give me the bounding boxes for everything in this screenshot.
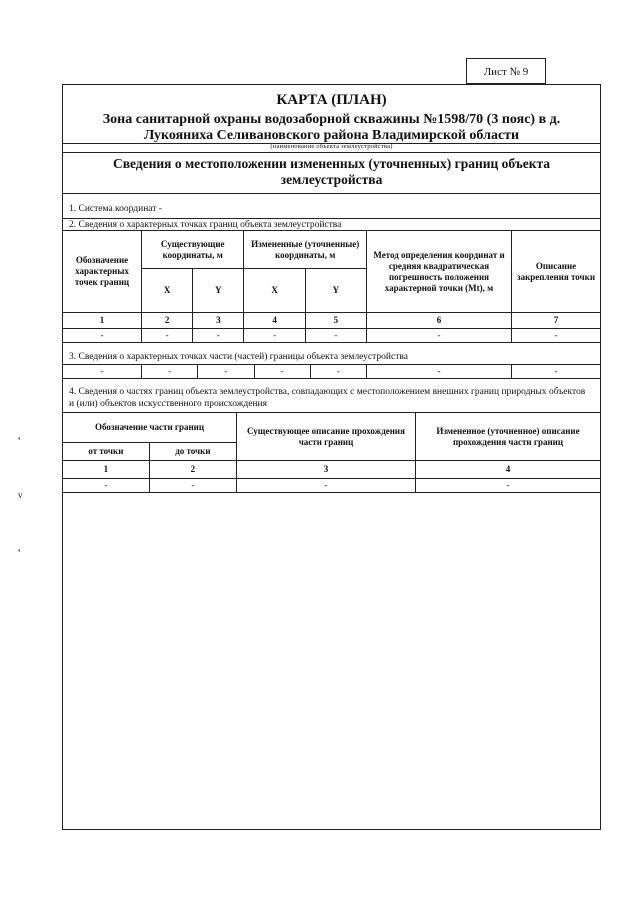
header-existing-description: Существующее описание прохождения части границ: [237, 413, 416, 461]
col-number: 3: [237, 461, 416, 479]
section-4-label: 4. Сведения о частях границ объекта землеустройства, совпадающих с местоположением внешних границ природных объектов и (или) объектов искусственного происхождения: [69, 387, 586, 409]
table-cell: -: [198, 365, 254, 379]
col-number: 6: [367, 313, 512, 329]
table-cell: -: [512, 365, 601, 379]
table-cell: -: [149, 479, 236, 493]
section-subtitle: Сведения о местоположении измененных (уточненных) границ объекта землеустройства: [112, 156, 551, 187]
table-cell: -: [63, 479, 150, 493]
header-parts: Обозначение части границ: [63, 413, 237, 443]
table-cell: -: [512, 329, 601, 343]
col-number: 4: [416, 461, 601, 479]
object-caption: (наименование объекта землеустройства): [270, 143, 393, 150]
header-changed-coords: Измененные (уточненные) координаты, м: [244, 231, 367, 269]
margin-mark: ᵃ: [18, 546, 21, 556]
table-cell: -: [305, 329, 366, 343]
table-cell: -: [310, 365, 366, 379]
table-cell: -: [237, 479, 416, 493]
table-cell: -: [63, 365, 142, 379]
col-number: 1: [63, 313, 142, 329]
object-name-line1: Зона санитарной охраны водозаборной скважины №1598/70 (3 пояс) в д.: [102, 112, 561, 127]
divider: [62, 193, 601, 194]
coordinates-table: [62, 230, 601, 343]
header-changed-description: Измененное (уточненное) описание прохождения части границ: [416, 413, 601, 461]
table-cell: -: [254, 365, 310, 379]
col-number: 3: [193, 313, 244, 329]
divider: [62, 218, 601, 219]
section-2-label: 2. Сведения о характерных точках границ объекта землеустройства: [69, 220, 342, 230]
col-number: 2: [149, 461, 236, 479]
sheet-number-box: Лист № 9: [466, 58, 546, 84]
table-cell: -: [367, 365, 512, 379]
page-title: КАРТА (ПЛАН): [276, 92, 387, 108]
col-number: 7: [512, 313, 601, 329]
object-name-line2: Лукояниха Селивановского района Владимирской области: [143, 128, 520, 143]
margin-mark: ᵃ: [18, 434, 21, 444]
header-method: Метод определения координат и средняя квадратическая погрешность положения характерной точки (Mt), м: [367, 231, 512, 313]
divider: [62, 152, 601, 153]
table-cell: -: [142, 365, 198, 379]
col-number: 2: [142, 313, 193, 329]
table-cell: -: [63, 329, 142, 343]
header-from-point: от точки: [63, 443, 150, 461]
section-1-label: 1. Система координат -: [69, 204, 162, 214]
header-description: Описание закрепления точки: [512, 231, 601, 313]
header-to-point: до точки: [149, 443, 236, 461]
header-x: X: [244, 269, 305, 313]
table-cell: -: [244, 329, 305, 343]
table-cell: -: [193, 329, 244, 343]
boundary-parts-table: [62, 412, 601, 493]
header-designation: Обозначение характерных точек границ: [63, 231, 142, 313]
table-cell: -: [142, 329, 193, 343]
col-number: 4: [244, 313, 305, 329]
header-y: Y: [305, 269, 366, 313]
table-cell: -: [416, 479, 601, 493]
table-cell: -: [367, 329, 512, 343]
header-y: Y: [193, 269, 244, 313]
margin-mark: v: [18, 490, 23, 500]
part-points-table: [62, 364, 601, 379]
header-x: X: [142, 269, 193, 313]
section-3-label: 3. Сведения о характерных точках части (частей) границы объекта землеустройства: [69, 352, 408, 362]
col-number: 5: [305, 313, 366, 329]
col-number: 1: [63, 461, 150, 479]
header-existing-coords: Существующие координаты, м: [142, 231, 244, 269]
